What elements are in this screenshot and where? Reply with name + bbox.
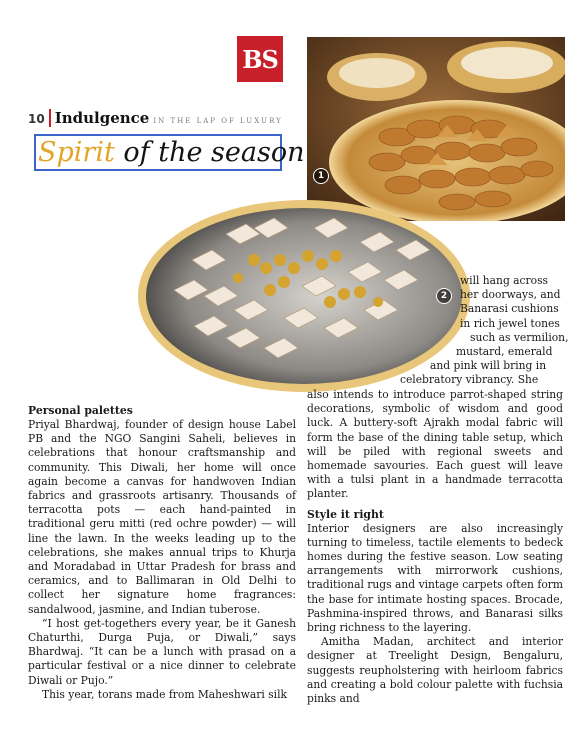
subheading-personal-palettes: Personal palettes [28,404,133,417]
wrap-line: mustard, emerald [456,345,553,359]
subheading-style-it-right: Style it right [307,507,384,521]
wrap-line: her doorways, and [460,288,561,302]
section-tagline: IN THE LAP OF LUXURY [153,117,283,125]
wrap-line: such as vermilion, [470,330,569,344]
wrap-line: will hang across [460,274,549,287]
paragraph: Amitha Madan, architect and interior designer at Treelight Design, Bengaluru, suggests reupholstering with heirloom fabrics and creating a bold colour palette with fuchsia pinks and [307,635,563,706]
photo-marker-1: 1 [313,168,329,184]
wrap-line: celebratory vibrancy. She [400,373,539,387]
paragraph-quote: “I host get-togethers every year, be it Ganesh Chaturthi, Durga Puja, or Diwali,” says Bhardwaj. “It can be a lunch with prasad on a particular festival or a nice dinner to celebrate Diwali or Pujo.” [28,616,296,687]
paragraph: also intends to introduce parrot-shaped string decorations, symbolic of wisdom and good luck. A buttery-soft Ajrakh modal fabric will form the base of the dining table setup, which will be piled with regional sweets and homemade savouries. Each guest will leave with a tulsi plant in a handmade terracotta planter. [307,388,563,501]
wrap-line: and pink will bring in [430,359,547,373]
page-number: 10 [28,112,45,126]
photo-marker-2: 2 [436,288,452,304]
paragraph: This year, torans made from Maheshwari silk [42,687,287,701]
paragraph: Priyal Bhardwaj, founder of design house Label PB and the NGO Sangini Saheli, believes in celebrations that honour craftsmanship and community. This Diwali, her home will once again become a canvas for handwoven Indian fabrics and grassroots artisanry. Thousands of terracotta pots — each hand-painted in traditional geru mitti (red ochre powder) — will line the lawn. In the weeks leading up to the celebrations, she makes annual trips to Khurja and Moradabad in Uttar Pradesh for brass and ceramics, and to Ballimaran in Old Delhi to collect her signature home fragrances: sandalwood, jasmine, and Indian tuberose. [28,418,296,616]
wrap-line: in rich jewel tones [460,316,560,330]
article-column-right-wrap [400,274,569,388]
paragraph: Interior designers are also increasingly turning to timeless, tactile elements to bedeck homes during the festive season. Low seating arrangements with mirrorwork cushions, traditional rugs and vintage carpets often form the base for intimate hosting spaces. Brocade, Pashmina-inspired throws, and Banarasi silks bring richness to the layering. [307,521,563,635]
section-name: Indulgence [49,109,150,127]
section-header [28,109,283,127]
article-column-left [28,404,296,702]
photo-savouries-platter [307,37,565,221]
article-column-right [307,388,563,706]
wrap-line: Banarasi cushions [460,302,559,316]
article-headline[interactable] [34,134,305,171]
headline-accent: Spirit [38,137,115,168]
headline-rest: of the season [114,137,305,168]
publication-logo: BS [237,36,283,82]
